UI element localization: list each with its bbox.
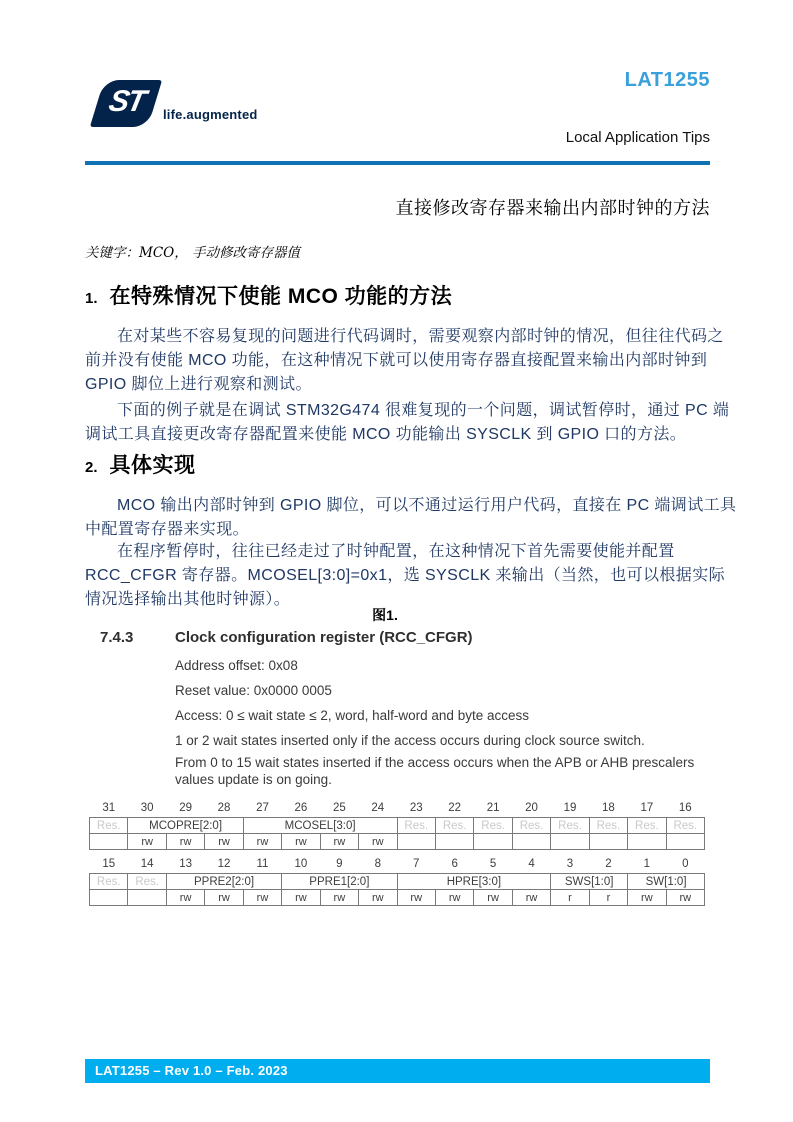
section-heading-text: 在特殊情况下使能 MCO 功能的方法: [109, 285, 453, 308]
access-cell: [397, 834, 435, 850]
register-table-low: [89, 851, 705, 906]
access-cell: rw: [282, 834, 320, 850]
bit-number: 1: [643, 858, 651, 870]
figure-desc-line: Access: 0 ≤ wait state ≤ 2, word, half-word and byte access: [175, 708, 529, 723]
field-cell: SWS[1:0]: [551, 874, 628, 890]
access-cell: rw: [166, 834, 204, 850]
paragraph: [85, 399, 730, 447]
field-cell: MCOPRE[2:0]: [128, 818, 243, 834]
figure-section-number: 7.4.3: [100, 629, 134, 646]
footer-text: LAT1255 – Rev 1.0 – Feb. 2023: [95, 1063, 288, 1078]
body-line: 中配置寄存器来实现。: [85, 521, 250, 538]
register-table: [89, 795, 705, 850]
bit-number: 9: [336, 858, 343, 870]
bit-number: 28: [217, 802, 231, 814]
field-cell: Res.: [666, 818, 704, 834]
bit-number: 19: [563, 802, 577, 814]
access-cell: [435, 834, 473, 850]
field-cell: Res.: [512, 818, 550, 834]
bit-number: 11: [256, 858, 269, 870]
register-table-high: [89, 795, 705, 850]
field-cell: Res.: [474, 818, 512, 834]
register-table: [89, 851, 705, 906]
field-cell: SW[1:0]: [628, 874, 705, 890]
field-cell: Res.: [90, 874, 128, 890]
field-cell: Res.: [551, 818, 589, 834]
logo-tagline: life.augmented: [163, 107, 258, 122]
access-cell: rw: [320, 834, 358, 850]
bit-number: 5: [489, 858, 497, 870]
field-cell: Res.: [397, 818, 435, 834]
field-cell: Res.: [628, 818, 666, 834]
bit-number: 14: [140, 858, 154, 870]
bit-number: 15: [102, 858, 116, 870]
access-cell: rw: [128, 834, 166, 850]
bit-number: 25: [332, 802, 346, 814]
figure-desc-line: Address offset: 0x08: [175, 658, 298, 673]
access-cell: rw: [359, 890, 397, 906]
figure-desc-line: 1 or 2 wait states inserted only if the access occurs during clock source switch.: [175, 733, 645, 748]
access-cell: [128, 890, 166, 906]
access-cell: rw: [666, 890, 704, 906]
doc-number: LAT1255: [624, 69, 710, 91]
figure-heading: [100, 629, 473, 646]
section-1-heading: [85, 280, 452, 310]
section-number: 1.: [85, 290, 98, 307]
bit-number: 23: [409, 802, 423, 814]
access-cell: r: [589, 890, 627, 906]
bit-number: 27: [256, 802, 269, 814]
field-cell: Res.: [90, 818, 128, 834]
access-cell: [589, 834, 627, 850]
body-line: 在程序暂停时，往往已经走过了时钟配置，在这种情况下首先需要使能并配置: [117, 543, 675, 560]
section-number: 2.: [85, 459, 98, 476]
header-rule: [85, 161, 710, 165]
bit-number: 20: [525, 802, 538, 814]
field-cell: Res.: [435, 818, 473, 834]
access-cell: rw: [435, 890, 473, 906]
footer-bar: [85, 1059, 710, 1083]
access-cell: rw: [205, 890, 243, 906]
paragraph: [85, 540, 725, 612]
access-cell: [474, 834, 512, 850]
bit-number: 17: [640, 802, 654, 814]
body-line: 情况选择输出其他时钟源）。: [85, 591, 291, 608]
access-cell: rw: [320, 890, 358, 906]
bit-number: 21: [486, 802, 500, 814]
paragraph: [85, 325, 725, 397]
bit-number: 2: [605, 858, 612, 870]
bit-number: 29: [179, 802, 192, 814]
access-cell: rw: [243, 890, 281, 906]
field-cell: HPRE[3:0]: [397, 874, 551, 890]
body-line: 下面的例子就是在调试 STM32G474 很难复现的一个问题，调试暂停时，通过 PC 端: [117, 402, 730, 419]
bit-number: 16: [678, 802, 692, 814]
bit-number: 18: [602, 802, 615, 814]
access-cell: [512, 834, 550, 850]
access-cell: rw: [205, 834, 243, 850]
access-cell: rw: [282, 890, 320, 906]
access-cell: [628, 834, 666, 850]
field-cell: PPRE2[2:0]: [166, 874, 281, 890]
figure-title: Clock configuration register (RCC_CFGR): [175, 629, 473, 646]
bit-number: 12: [217, 858, 231, 870]
body-line: RCC_CFGR 寄存器。MCOSEL[3:0]=0x1，选 SYSCLK 来输出（当然，也可以根据实际: [85, 567, 726, 584]
doc-type-label: Local Application Tips: [565, 129, 710, 146]
bit-number: 31: [102, 802, 116, 814]
bit-number: 10: [294, 858, 308, 870]
section-2-heading: [85, 449, 196, 479]
access-cell: rw: [359, 834, 397, 850]
field-cell: PPRE1[2:0]: [282, 874, 397, 890]
bit-number: 3: [566, 858, 574, 870]
bit-number: 24: [371, 802, 385, 814]
bit-number: 26: [294, 802, 308, 814]
bit-number: 4: [528, 858, 535, 870]
body-line: 调试工具直接更改寄存器配置来使能 MCO 功能输出 SYSCLK 到 GPIO 口的方法。: [85, 426, 687, 443]
access-cell: rw: [628, 890, 666, 906]
figure-desc-line: From 0 to 15 wait states inserted if the access occurs when the APB or AHB prescalers values update is on going.: [175, 755, 695, 787]
access-cell: [90, 890, 128, 906]
bit-number: 13: [179, 858, 192, 870]
page-title: 直接修改寄存器来输出内部时钟的方法: [395, 198, 710, 219]
field-cell: MCOSEL[3:0]: [243, 818, 397, 834]
keywords-line: 关键字：MCO， 手动修改寄存器值: [85, 245, 301, 261]
bit-number: 22: [448, 802, 462, 814]
body-line: GPIO 脚位上进行观察和测试。: [85, 376, 312, 393]
bit-number: 6: [451, 858, 458, 870]
body-line: 在对某些不容易复现的问题进行代码调时，需要观察内部时钟的情况，但往往代码之: [117, 328, 724, 345]
paragraph: [85, 494, 737, 542]
access-cell: r: [551, 890, 589, 906]
field-cell: Res.: [128, 874, 166, 890]
st-logo-icon: [90, 80, 162, 127]
access-cell: [551, 834, 589, 850]
access-cell: rw: [512, 890, 550, 906]
access-cell: [90, 834, 128, 850]
figure-desc-line: Reset value: 0x0000 0005: [175, 683, 332, 698]
access-cell: rw: [166, 890, 204, 906]
field-cell: Res.: [589, 818, 627, 834]
access-cell: rw: [474, 890, 512, 906]
st-logo-letters: ST: [106, 85, 148, 118]
access-cell: [666, 834, 704, 850]
figure-caption: 图1.: [372, 607, 398, 623]
bit-number: 0: [682, 858, 689, 870]
body-line: 前并没有使能 MCO 功能，在这种情况下就可以使用寄存器直接配置来输出内部时钟到: [85, 352, 708, 369]
body-line: MCO 输出内部时钟到 GPIO 脚位，可以不通过运行用户代码，直接在 PC 端调试工具: [117, 497, 737, 514]
bit-number: 30: [140, 802, 154, 814]
bit-number: 7: [413, 858, 420, 870]
access-cell: rw: [243, 834, 281, 850]
bit-number: 8: [374, 858, 381, 870]
access-cell: rw: [397, 890, 435, 906]
section-heading-text: 具体实现: [109, 454, 196, 477]
